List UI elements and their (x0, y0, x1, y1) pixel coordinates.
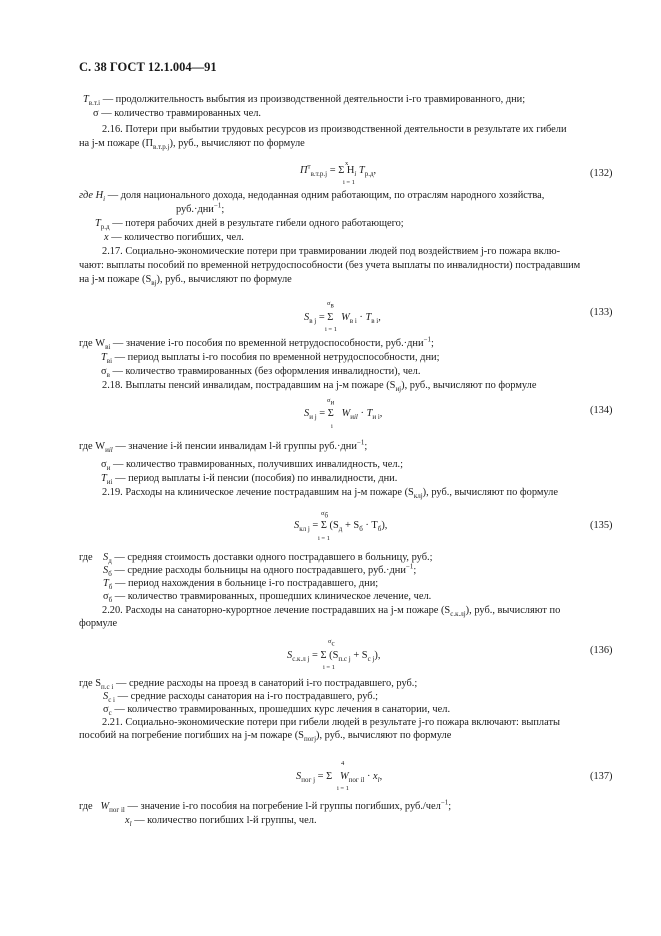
equation-number: (132) (590, 168, 613, 179)
paragraph-line: 2.20. Расходы на санаторно-курортное лечение пострадавших на j-м пожаре $(S_{с.к.лj})$, руб., вычисляют по (102, 605, 561, 619)
formula-134: $S_{и j} = \Sigma$ $W_{иil} \cdot T_{и i}$, (304, 408, 383, 422)
where-line: $T_{р.д}$ — потеря рабочих дней в результате гибели одного работающего; (95, 218, 404, 232)
where-line: $x_l$ — количество погибших l-й группы, чел. (125, 815, 317, 829)
formula-137: $S_{пог j} = \Sigma$ $W_{пог il} \cdot x_l$, (296, 771, 383, 785)
formula-135: $S_{кл j} = \Sigma$ $(S_д + S_б \cdot T_б)$, (294, 520, 388, 534)
formula-133: $S_{в j} = \Sigma$ $W_{в i} \cdot T_{в i}$, (304, 312, 381, 326)
equation-number: (134) (590, 405, 613, 416)
sum-lower-limit: i (331, 423, 333, 430)
sum-lower-limit: i = 1 (343, 179, 355, 186)
formula-136: $S_{с.к.л j} = \Sigma$ $(S_{п.с j} + S_{с j})$, (287, 650, 381, 664)
where-line: x — количество погибших, чел. (104, 232, 244, 243)
paragraph-line: на j-м пожаре $(S_{вj})$, руб., вычисляют по формуле (79, 274, 292, 288)
equation-number: (133) (590, 307, 613, 318)
paragraph-line: 2.17. Социально-экономические потери при травмировании людей под воздействием j-го пожара вклю- (102, 246, 561, 257)
paragraph-line: 2.19. Расходы на клиническое лечение пострадавшим на j-м пожаре $(S_{клj})$, руб., вычисляют по формуле (102, 487, 558, 501)
where-line: $T_б$ — период нахождения в больнице i-го пострадавшего, дни; (103, 578, 379, 592)
where-line: где $W_{иil}$ — значение i-й пенсии инвалидам l-й группы руб.·дни$^{-1}$; (79, 438, 368, 455)
formula-132: $П^т_{в.т.р.j} = \Sigma$ $H_i$ $T_{р.д}$, (300, 162, 377, 179)
sum-lower-limit: i = 1 (325, 326, 337, 333)
definition-line: $T_{в.т.i}$ — продолжительность выбытия из производственной деятельности i-го травмированного, дни; (83, 94, 526, 108)
where-line: $\sigma_и$ — количество травмированных, получивших инвалидность, чел.; (101, 459, 404, 473)
equation-number: (135) (590, 520, 613, 531)
where-line: где $H_i$ — доля национального дохода, недоданная одним работающим, по отраслям народного хозяйства, (79, 190, 545, 204)
sum-upper-limit: x (345, 160, 349, 167)
where-line: где $S_{п.с i}$ — средние расходы на проезд в санаторий i-го пострадавшего, руб.; (79, 678, 418, 692)
paragraph-line: формуле (79, 618, 118, 629)
sum-lower-limit: i = 1 (323, 664, 335, 671)
where-line: $S_б$ — средние расходы больницы на одного пострадавшего, руб.·дни$^{-1}$; (103, 562, 417, 579)
where-line: где $W_{пог il}$ — значение i-го пособия на погребение l-й группы погибших, руб./чел$^{-1}$; (79, 798, 452, 815)
where-line: $\sigma_б$ — количество травмированных, прошедших клиническое лечение, чел. (103, 591, 432, 605)
paragraph-line: 2.18. Выплаты пенсий инвалидам, пострадавшим на j-м пожаре $(S_{иj})$, руб., вычисляют по формуле (102, 380, 537, 394)
where-line: $\sigma_с$ — количество травмированных, прошедших курс лечения в санатории, чел. (103, 704, 451, 718)
where-line: где $S_д$ — средняя стоимость доставки одного пострадавшего в больницу, руб.; (79, 552, 433, 566)
equation-number: (137) (590, 771, 613, 782)
where-line: $S_{с i}$ — средние расходы санатория на i-го пострадавшего, руб.; (103, 691, 379, 705)
sum-upper-limit: $\sigma_б$ (321, 510, 329, 520)
paragraph-line: пособий на погребение погибших на j-м пожаре $(S_{погj})$, руб., вычисляют по формуле (79, 730, 452, 744)
sum-upper-limit: $\sigma_в$ (327, 300, 334, 310)
paragraph-line: на j-м пожаре $(П_{в.т.р.j})$, руб., вычисляют по формуле (79, 138, 305, 152)
sum-upper-limit: 4 (341, 760, 345, 767)
where-line: $\sigma_в$ — количество травмированных (без оформления инвалидности), чел. (101, 366, 421, 380)
paragraph-line: 2.16. Потери при выбытии трудовых ресурсов из производственной деятельности в результате их гибели (102, 124, 567, 135)
definition-line: σ — количество травмированных чел. (93, 108, 262, 119)
sum-lower-limit: i = 1 (337, 785, 349, 792)
paragraph-line: 2.21. Социально-экономические потери при гибели людей в результате j-го пожара включают: выплаты (102, 717, 560, 728)
where-line: где $W_{вi}$ — значение i-го пособия по временной нетрудоспособности, руб.·дни$^{-1}$; (79, 335, 434, 352)
equation-number: (136) (590, 645, 613, 656)
sum-upper-limit: $\sigma_и$ (327, 397, 335, 407)
where-line: $T_{иi}$ — период выплаты i-й пенсии (пособия) по инвалидности, дни. (101, 473, 398, 487)
where-line-cont: руб.·дни$^{-1}$; (176, 201, 225, 215)
sum-lower-limit: i = 1 (318, 535, 330, 542)
where-line: $T_{вi}$ — период выплаты i-го пособия по временной нетрудоспособности, дни; (101, 352, 440, 366)
sum-upper-limit: $\sigma_с$ (328, 638, 335, 648)
paragraph-line: чают: выплаты пособий по временной нетрудоспособности (без учета выплаты по инвалидности) пострадавшим (79, 260, 581, 271)
page-header: С. 38 ГОСТ 12.1.004—91 (79, 60, 217, 74)
